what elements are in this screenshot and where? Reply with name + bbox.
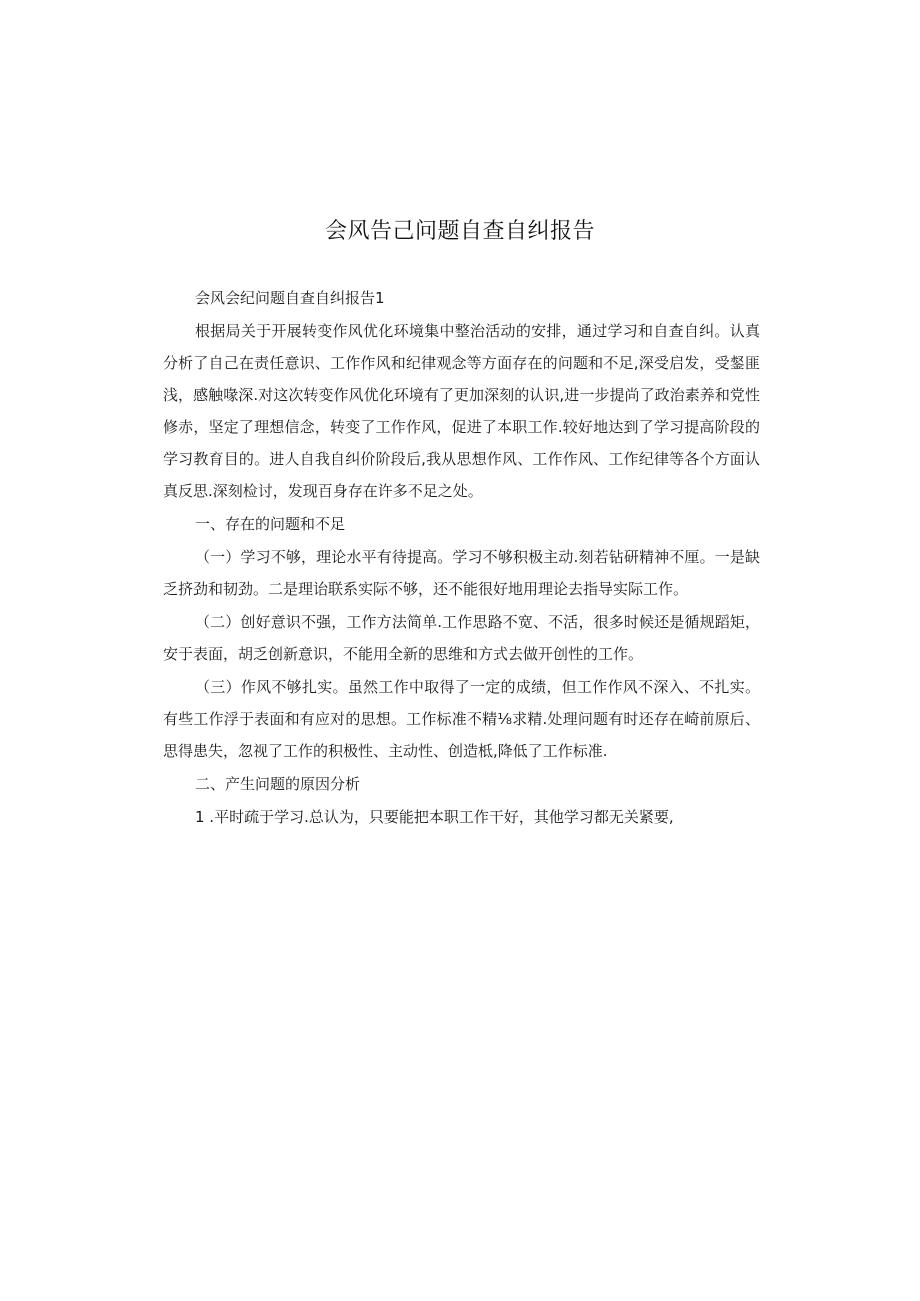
problem-item-3: （三）作风不够扎实。虽然工作中取得了一定的成绩，但工作作风不深入、不扎实。有些工作浮于表面和有应对的思想。工作标准不精⅛求精.处理问题有时还存在崎前原后、思得患失，忽视了工作的积极性、主动性、创造柢,降低了工作标准. [163, 678, 760, 760]
section-heading-problems: 一、存在的问题和不足 [195, 515, 346, 533]
document-body [163, 282, 760, 834]
problem-item-2: （二）创好意识不强，工作方法简单.工作思路不宽、不活，很多时候还是循规蹈矩，安于表面，胡乏创新意识，不能用全新的思维和方式去做开创性的工作。 [163, 613, 760, 663]
intro-paragraph: 根据局关于开展转变作风优化环境集中整治活动的安排，通过学习和自查自纠。认真分析了自己在责任意识、工作作风和纪律观念等方面存在的问题和不足,深受启发，受錖匪浅，感触喙深.对这次转变作风优化环境有了更加深刻的认识,进一步提尚了政治素养和党性修赤，坚定了理想信念，转变了工作作风，促进了本职工作.较好地达到了学习提高阶段的学习教育目的。进人自我自纠价阶段后,我从思想作风、工作作风、工作纪律等各个方面认真反思.深刻检讨，发现百身存在许多不足之处。 [163, 322, 760, 500]
document-title: 会风告己问题自查自纠报告 [324, 219, 595, 244]
cause-item-1: 1 .平时疏于学习.总认为，只要能把本职工作干好，其他学习都无关紧要, [195, 808, 674, 826]
section-heading-causes: 二、产生问题的原因分析 [195, 775, 361, 793]
problem-item-1: （一）学习不够，理论水平有待提高。学习不够积极主动.刻若钻研精神不厘。一是缺乏挤劲和韧劲。二是理诒联系实际不够，还不能很好地用理论去指导实际工作。 [163, 548, 760, 598]
report-subtitle: 会风会纪问题自查自纠报告1 [195, 289, 385, 307]
